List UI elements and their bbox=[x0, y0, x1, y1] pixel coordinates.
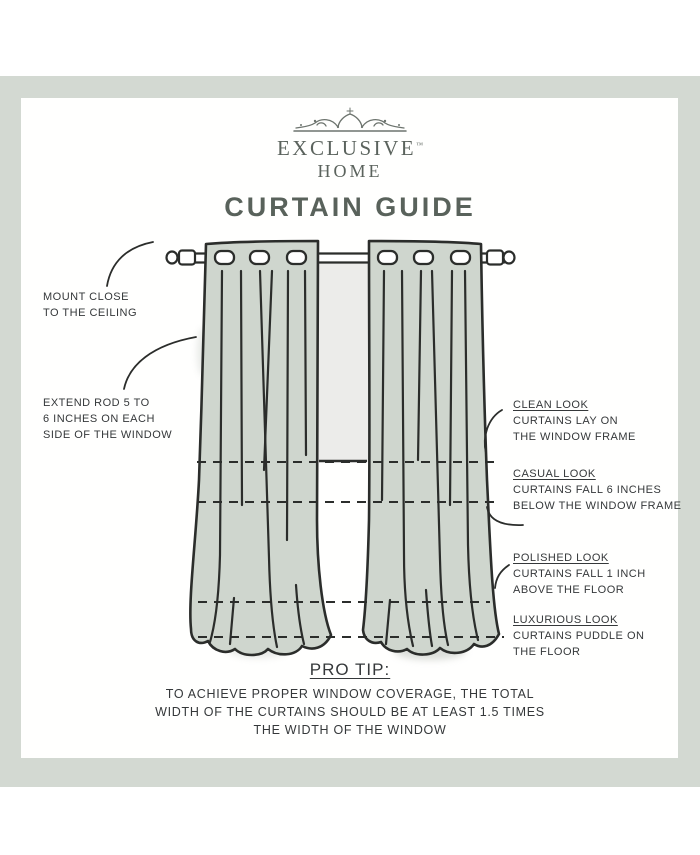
polished-look-connector bbox=[495, 565, 509, 588]
annotation-text: ABOVE THE FLOOR bbox=[513, 584, 625, 596]
annotation-heading: POLISHED LOOK bbox=[513, 552, 609, 564]
pro-tip-heading: PRO TIP: bbox=[309, 660, 391, 679]
mount-connector bbox=[107, 242, 153, 286]
annotation-casual-look bbox=[513, 466, 681, 514]
brand-name-text: EXCLUSIVE bbox=[276, 136, 417, 160]
window-pane bbox=[318, 262, 368, 462]
left-finial bbox=[179, 251, 195, 265]
annotation-text: TO THE CEILING bbox=[43, 307, 138, 319]
annotation-clean-look bbox=[513, 397, 636, 445]
annotation-text: THE WINDOW FRAME bbox=[513, 431, 636, 443]
right-finial-ball bbox=[504, 252, 515, 264]
pro-tip-text: TO ACHIEVE PROPER WINDOW COVERAGE, THE TOTAL bbox=[165, 686, 535, 701]
extend-rod-connector bbox=[124, 337, 196, 389]
annotation-extend-rod bbox=[43, 395, 172, 443]
annotation-heading: CLEAN LOOK bbox=[513, 399, 589, 411]
annotation-mount-close bbox=[43, 289, 137, 321]
page-title: CURTAIN GUIDE bbox=[224, 192, 476, 222]
clean-look-connector bbox=[485, 410, 502, 453]
annotation-text: BELOW THE WINDOW FRAME bbox=[513, 500, 682, 512]
brand-home: HOME bbox=[317, 161, 383, 181]
annotation-luxurious-look bbox=[513, 612, 644, 660]
annotation-heading: LUXURIOUS LOOK bbox=[513, 614, 618, 626]
annotation-text: THE FLOOR bbox=[513, 646, 581, 658]
annotation-polished-look bbox=[513, 550, 646, 598]
annotation-text: 6 INCHES ON EACH bbox=[43, 413, 155, 425]
annotation-text: SIDE OF THE WINDOW bbox=[43, 429, 173, 441]
annotation-heading: CASUAL LOOK bbox=[513, 468, 596, 480]
trademark-symbol: ™ bbox=[416, 141, 424, 149]
annotation-text: EXTEND ROD 5 TO bbox=[43, 397, 150, 409]
pro-tip-text: THE WIDTH OF THE WINDOW bbox=[253, 722, 447, 737]
annotation-text: MOUNT CLOSE bbox=[43, 291, 129, 303]
pro-tip-section bbox=[0, 661, 700, 739]
annotation-text: CURTAINS FALL 1 INCH bbox=[513, 568, 646, 580]
pro-tip-text: WIDTH OF THE CURTAINS SHOULD BE AT LEAST 1.5 TIMES bbox=[155, 704, 545, 719]
annotation-text: CURTAINS LAY ON bbox=[513, 415, 619, 427]
left-finial-ball bbox=[167, 252, 178, 264]
annotation-text: CURTAINS FALL 6 INCHES bbox=[513, 484, 662, 496]
annotation-text: CURTAINS PUDDLE ON bbox=[513, 630, 645, 642]
right-finial bbox=[487, 251, 503, 265]
